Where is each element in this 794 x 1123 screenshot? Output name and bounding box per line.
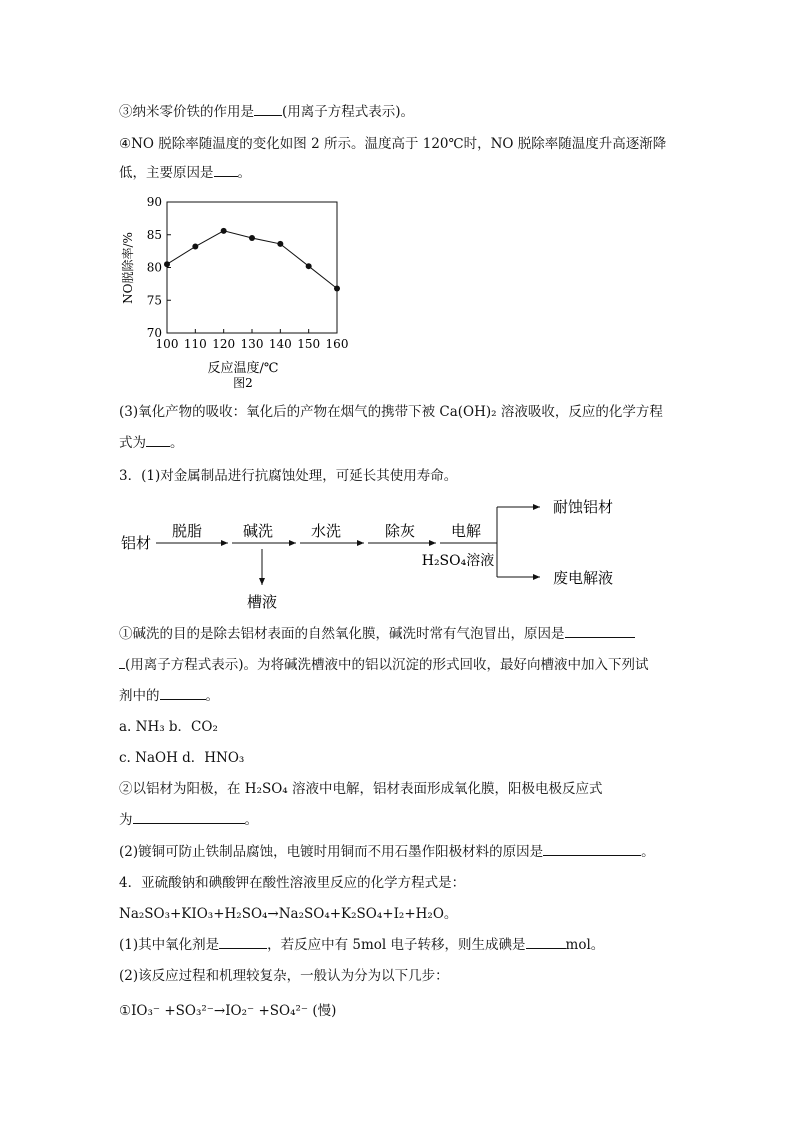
y-axis-label: NO脱除率/% (121, 232, 135, 304)
flow-branch-down: 槽液 (246, 593, 278, 611)
q2-part3-line2-suffix: 。 (170, 435, 184, 451)
q3-item1-line2-text: (用离子方程式表示)。为将碱洗槽液中的铝以沉淀的形式回收，最好向槽液中加入下列试 (125, 657, 649, 673)
data-point (164, 261, 170, 267)
flow-electrolyte: H₂SO₄溶液 (421, 553, 495, 569)
flow-out-top: 耐蚀铝材 (553, 498, 614, 516)
q4-part1-text-b: ，若反应中有 5mol 电子转移，则生成碘是 (267, 937, 526, 953)
q3-intro: 3．(1)对金属制品进行抗腐蚀处理，可延长其使用寿命。 (119, 468, 458, 484)
flow-step-alkali-wash: 碱洗 (242, 522, 274, 540)
q2-item3 (119, 102, 414, 122)
q4-equation: Na₂SO₃+KIO₃+H₂SO₄→Na₂SO₄+K₂SO₄+I₂+H₂O。 (119, 906, 458, 922)
q2-item4-line2-suffix: 。 (237, 165, 251, 181)
answer-blank[interactable] (254, 102, 282, 116)
chart-series (164, 228, 340, 292)
answer-blank[interactable] (219, 935, 267, 949)
answer-blank[interactable] (133, 810, 245, 824)
x-axis-label: 反应温度/℃ (207, 361, 279, 376)
chart-ticks (147, 195, 349, 351)
q2-item3-suffix: (用离子方程式表示)。 (282, 104, 415, 120)
q3-part2 (119, 842, 655, 862)
q3-item1-line3-suffix: 。 (205, 688, 219, 704)
q2-item3-text: ③纳米零价铁的作用是 (119, 104, 254, 120)
answer-blank[interactable] (160, 686, 206, 700)
q2-item4-line2-text: 低，主要原因是 (119, 165, 214, 181)
answer-blank[interactable] (543, 842, 641, 856)
answer-blank[interactable] (565, 624, 635, 638)
data-point (192, 244, 198, 250)
process-flow-diagram (0, 495, 794, 615)
q3-item2-line2 (119, 810, 258, 830)
x-tick-label: 130 (240, 337, 264, 351)
y-tick-label: 70 (146, 326, 162, 340)
flow-step-electrolysis: 电解 (450, 522, 482, 540)
q3-item2-line2-suffix: 。 (244, 812, 258, 828)
data-point (277, 241, 283, 247)
y-tick-label: 90 (146, 195, 162, 209)
plot-frame (167, 202, 337, 333)
q3-item1-line2 (119, 655, 649, 675)
q2-part3-line1: (3)氧化产物的吸收：氧化后的产物在烟气的携带下被 Ca(OH)₂ 溶液吸收，反应的化学方程 (119, 404, 663, 420)
q4-part1-text-a: (1)其中氧化剂是 (119, 937, 220, 953)
flow-out-bottom: 废电解液 (553, 569, 614, 587)
q3-part2-text: (2)镀铜可防止铁制品腐蚀，电镀时用铜而不用石墨作阳极材料的原因是 (119, 844, 544, 860)
q3-options-ab: a. NH₃ b．CO₂ (119, 719, 218, 735)
q3-item1-line1-text: ①碱洗的目的是除去铝材表面的自然氧化膜，碱洗时常有气泡冒出，原因是 (119, 626, 565, 642)
q4-part1-text-c: mol。 (565, 937, 605, 953)
flow-start: 铝材 (121, 534, 152, 552)
q3-item2-line2-text: 为 (119, 812, 133, 828)
q3-item1-line3 (119, 686, 219, 706)
q3-item1-line1 (119, 624, 635, 644)
x-tick-label: 150 (297, 337, 321, 351)
figure-caption: 图2 (233, 376, 253, 390)
data-point (334, 285, 340, 291)
q3-item1-line3-text: 剂中的 (119, 688, 160, 704)
q2-part3-line2 (119, 433, 184, 453)
q4-part2: (2)该反应过程和机理较复杂，一般认为分为以下几步： (119, 968, 449, 984)
x-tick-label: 120 (212, 337, 236, 351)
y-tick-label: 85 (146, 227, 162, 242)
flow-step-degrease: 脱脂 (171, 522, 203, 540)
q2-item4-line2 (119, 163, 251, 183)
answer-blank[interactable] (526, 935, 566, 949)
data-point (249, 235, 255, 241)
answer-blank[interactable] (146, 433, 170, 447)
q3-options-cd: c. NaOH d．HNO₃ (119, 750, 245, 766)
q4-intro: 4．亚硫酸钠和碘酸钾在酸性溶液里反应的化学方程式是： (119, 875, 466, 891)
answer-blank[interactable] (214, 163, 238, 177)
q2-part3-line2-text: 式为 (119, 435, 146, 451)
q4-part1 (119, 935, 604, 955)
x-tick-label: 140 (268, 337, 292, 351)
chart-axes (167, 202, 337, 333)
y-tick-label: 80 (146, 260, 162, 275)
x-tick-label: 100 (155, 337, 179, 351)
flow-step-deash: 除灰 (384, 522, 416, 540)
x-tick-label: 110 (183, 337, 207, 351)
data-point (306, 263, 312, 269)
q2-item4-line1: ④NO 脱除率随温度的变化如图 2 所示。温度高于 120℃时，NO 脱除率随温度升高逐渐降 (119, 136, 667, 152)
flow-step-water-wash: 水洗 (310, 522, 342, 540)
no-removal-chart (0, 190, 794, 390)
q4-step1: ①IO₃⁻ +SO₃²⁻→IO₂⁻ +SO₄²⁻ (慢) (119, 1003, 337, 1019)
x-tick-label: 160 (325, 337, 349, 351)
data-point (221, 228, 227, 234)
y-tick-label: 75 (146, 293, 162, 308)
q3-item2-line1: ②以铝材为阳极，在 H₂SO₄ 溶液中电解，铝材表面形成氧化膜，阳极电极反应式 (119, 781, 603, 797)
q3-part2-suffix: 。 (641, 844, 655, 860)
